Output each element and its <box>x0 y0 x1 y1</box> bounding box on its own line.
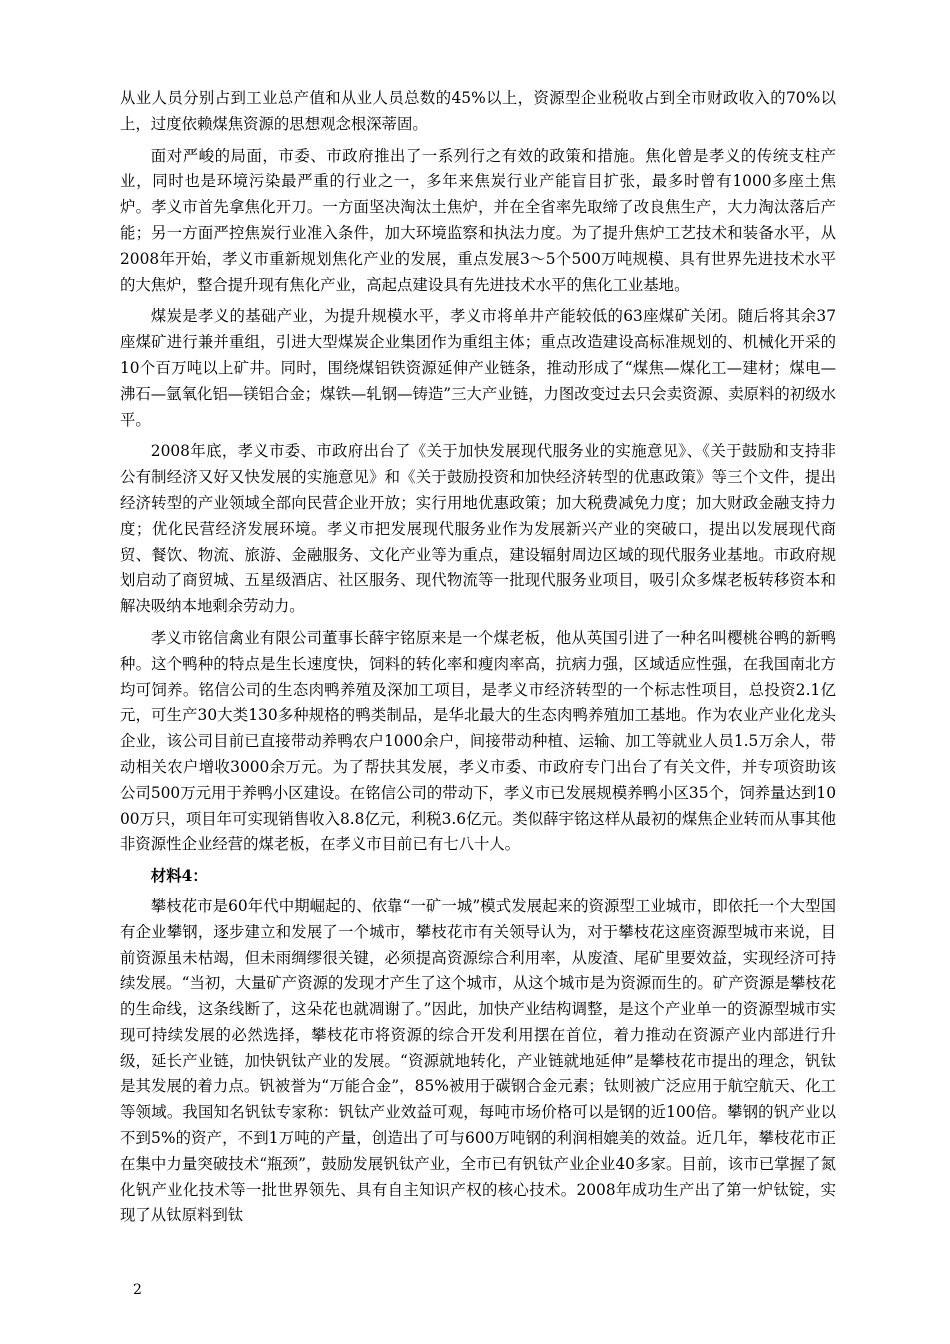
document-body <box>120 86 836 1235</box>
paragraph-coke-industry: 面对严峻的局面，市委、市政府推出了一系列行之有效的政策和措施。焦化曾是孝义的传统支柱产业，同时也是环境污染最严重的行业之一，多年来焦炭行业产能盲目扩张，最多时曾有1000多座土焦炉。孝义市首先拿焦化开刀。一方面坚决淘汰土焦炉，并在全省率先取缔了改良焦生产，大力淘汰落后产能；另一方面严控焦炭行业准入条件，加大环境监察和执法力度。为了提升焦炉工艺技术和装备水平，从2008年开始，孝义市重新规划焦化产业的发展，重点发展3～5个500万吨规模、具有世界先进技术水平的大焦炉，整合提升现有焦化产业，高起点建设具有先进技术水平的焦化工业基地。 <box>120 146 836 294</box>
page-number: 2 <box>133 1282 142 1298</box>
paragraph-continuation: 从业人员分别占到工业总产值和从业人员总数的45%以上，资源型企业税收占到全市财政收入的70%以上，过度依赖煤焦资源的思想观念根深蒂固。 <box>120 89 836 133</box>
paragraph-panzhihua: 攀枝花市是60年代中期崛起的、依靠“一矿一城”模式发展起来的资源型工业城市，即依托一个大型国有企业攀钢，逐步建立和发展了一个城市，攀枝花市有关领导认为，对于攀枝花这座资源型城市来说，目前资源虽未枯竭，但未雨绸缪很关键，必须提高资源综合利用率，从废渣、尾矿里要效益，实现经济可持续发展。“当初，大量矿产资源的发现才产生了这个城市，从这个城市是为资源而生的。矿产资源是攀枝花的生命线，这条线断了，这朵花也就凋谢了。”因此，加快产业结构调整，是这个产业单一的资源型城市实现可持续发展的必然选择，攀枝花市将资源的综合开发利用摆在首位，着力推动在资源产业内部进行升级，延长产业链，加快钒钛产业的发展。“资源就地转化，产业链就地延伸”是攀枝花市提出的理念，钒钛是其发展的着力点。钒被誉为“万能合金”，85%被用于碳钢合金元素；钛则被广泛应用于航空航天、化工等领域。我国知名钒钛专家称：钒钛产业效益可观，每吨市场价格可以是钢的近100倍。攀钢的钒产业以不到5%的资产，不到1万吨的产量，创造出了可与600万吨钢的利润相媲美的效益。近几年，攀枝花市正在集中力量突破技术“瓶颈”，鼓励发展钒钛产业，全市已有钒钛产业企业40多家。目前，该市已掌握了氮化钒产业化技术等一批世界领先、具有自主知识产权的核心技术。2008年成功生产出了第一炉钛锭，实现了从钛原料到钛 <box>120 896 836 1225</box>
paragraph-coal-industry: 煤炭是孝义的基础产业，为提升规模水平，孝义市将单井产能较低的63座煤矿关闭。随后将其余37座煤矿进行兼并重组，引进大型煤炭企业集团作为重组主体；重点改造建设高标准规划的、机械化开采的10个百万吨以上矿井。同时，围绕煤铝铁资源延伸产业链条，推动形成了“煤焦—煤化工—建材；煤电—沸石—氩氧化铝—镁铝合金；煤铁—轧钢—铸造”三大产业链，力图改变过去只会卖资源、卖原料的初级水平。 <box>120 307 836 429</box>
paragraph-duck-company: 孝义市铭信禽业有限公司董事长薛宇铭原来是一个煤老板，他从英国引进了一种名叫樱桃谷鸭的新鸭种。这个鸭种的特点是生长速度快，饲料的转化率和瘦肉率高，抗病力强，区域适应性强，在我国南北方均可饲养。铭信公司的生态肉鸭养殖及深加工项目，是孝义市经济转型的一个标志性项目，总投资2.1亿元，可生产30大类130多种规格的鸭类制品，是华北最大的生态肉鸭养殖加工基地。作为农业产业化龙头企业，该公司目前已直接带动养鸭农户1000余户，间接带动种植、运输、加工等就业人员1.5万余人，带动相关农户增收3000余万元。为了帮扶其发展，孝义市委、市政府专门出台了有关文件，并专项资助该公司500万元用于养鸭小区建设。在铭信公司的带动下，孝义市已发展规模养鸭小区35个，饲养量达到1000万只，项目年可实现销售收入8.8亿元，利税3.6亿元。类似薛宇铭这样从最初的煤焦企业转而从事其他非资源性企业经营的煤老板，在孝义市目前已有七八十人。 <box>120 628 836 854</box>
material-heading: 材料4： <box>150 867 208 886</box>
paragraph-service-policy: 2008年底，孝义市委、市政府出台了《关于加快发展现代服务业的实施意见》、《关于鼓励和支持非公有制经济又好又快发展的实施意见》和《关于鼓励投资和加快经济转型的优惠政策》等三个文件，提出经济转型的产业领域全部向民营企业开放；实行用地优惠政策；加大税费减免力度；加大财政金融支持力度；优化民营经济发展环境。孝义市把发展现代服务业作为发展新兴产业的突破口，提出以发展现代商贸、餐饮、物流、旅游、金融服务、文化产业等为重点，建设辐射周边区域的现代服务业基地。市政府规划启动了商贸城、五星级酒店、社区服务、现代物流等一批现代服务业项目，吸引众多煤老板转移资本和解决吸纳本地剩余劳动力。 <box>120 442 836 616</box>
